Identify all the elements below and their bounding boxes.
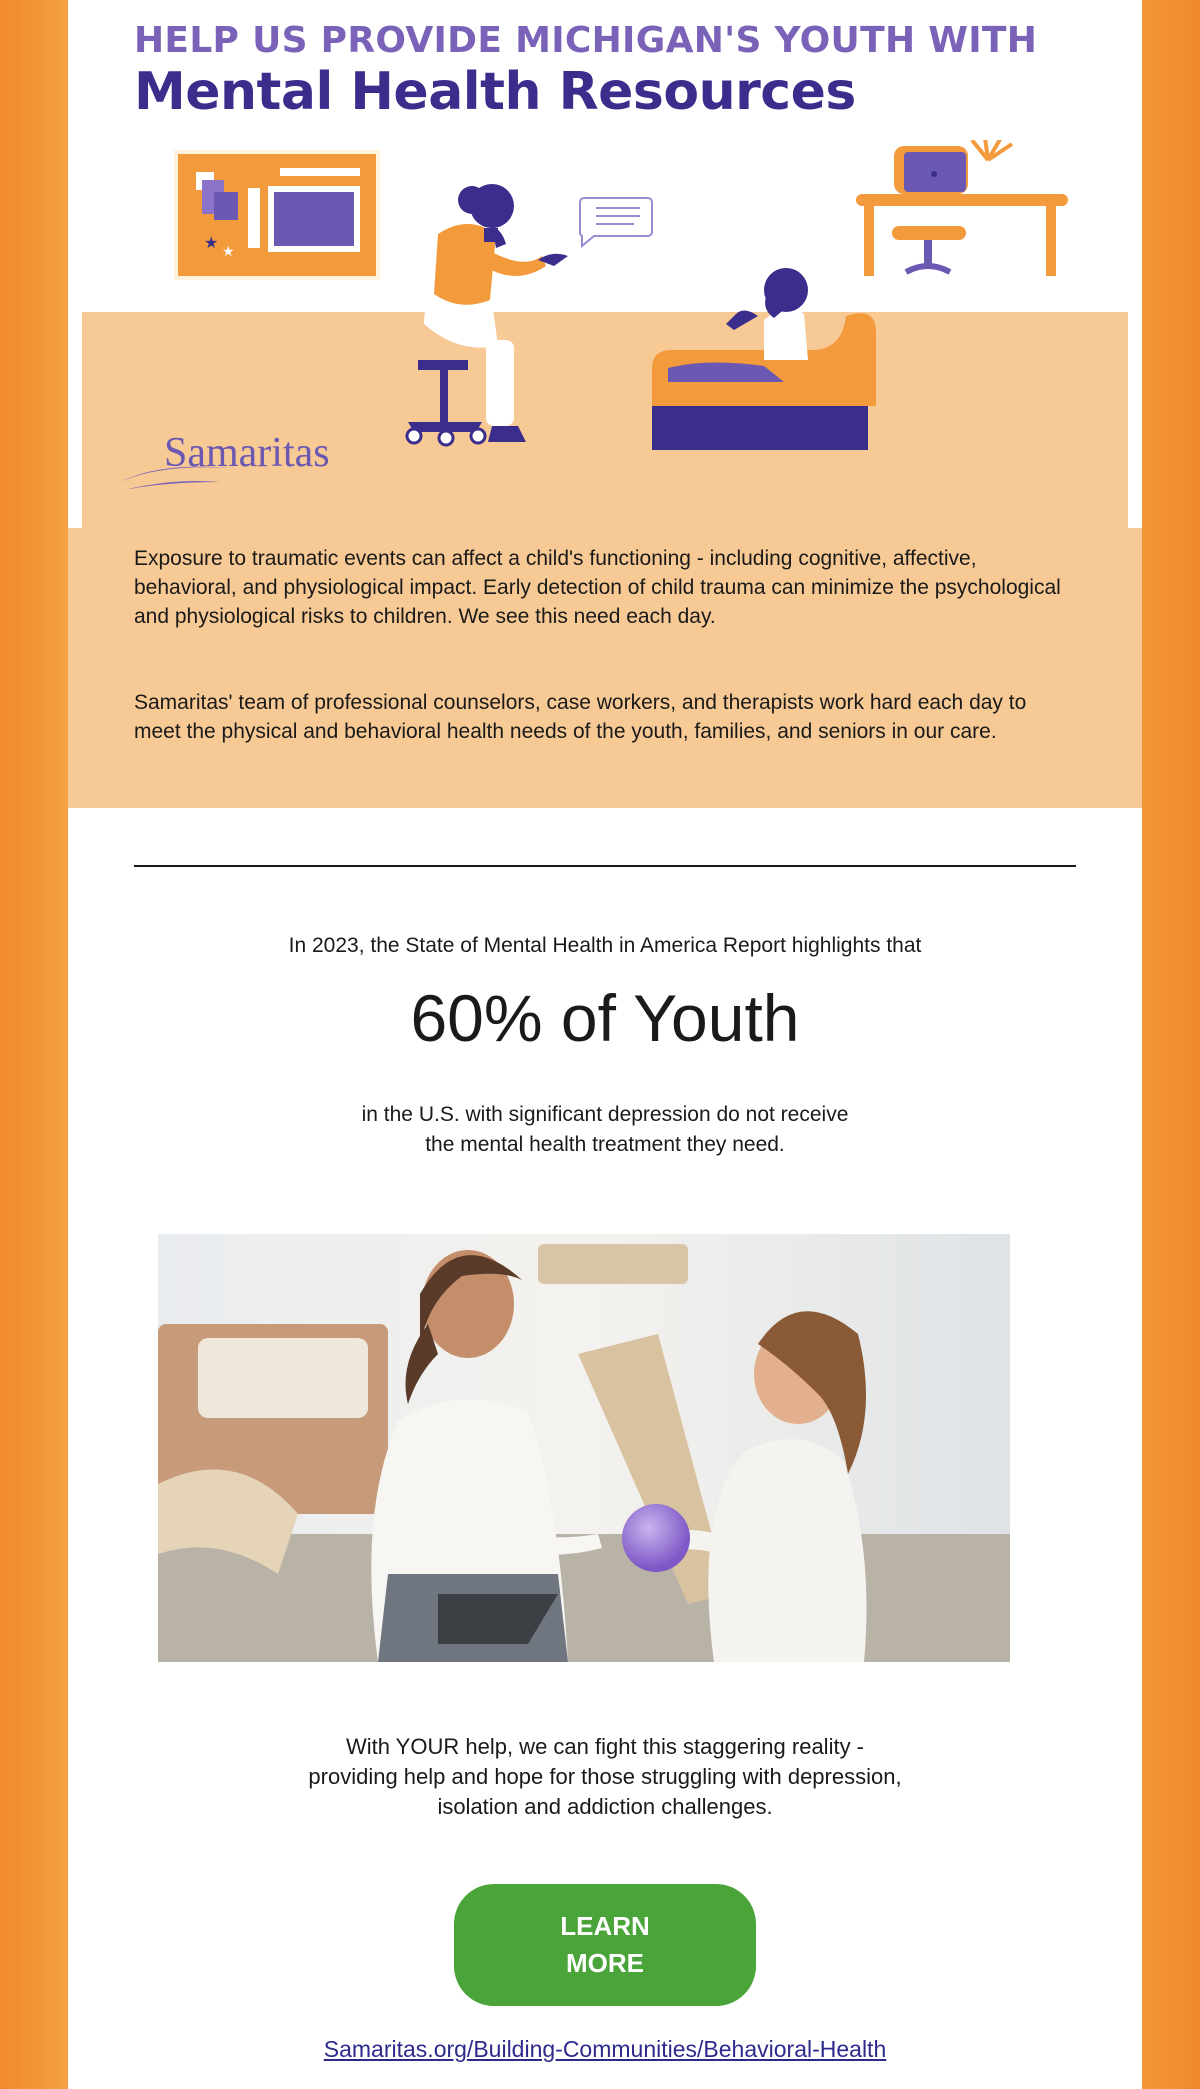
logo-wordmark: Samaritas	[164, 430, 330, 476]
bulletin-board-icon	[174, 150, 380, 280]
svg-text:★: ★	[222, 244, 235, 260]
cta-line-2: providing help and hope for those struggling with depression,	[308, 1764, 902, 1789]
headline-kicker: HELP US PROVIDE MICHIGAN'S YOUTH WITH	[134, 20, 1038, 61]
floor-band	[82, 312, 1128, 540]
cta-message	[68, 1732, 1142, 1822]
flyer-page	[68, 0, 1142, 2089]
cta-line-1: With YOUR help, we can fight this staggering reality -	[345, 1734, 865, 1759]
counseling-photo	[158, 1234, 1010, 1662]
learn-more-label-line-2: MORE	[566, 1948, 644, 1978]
behavioral-health-link[interactable]: Samaritas.org/Building-Communities/Behavioral-Health	[323, 2036, 887, 2062]
svg-text:★: ★	[204, 233, 219, 252]
stat-subtext	[68, 1100, 1142, 1160]
intro-paragraph-2: Samaritas' team of professional counselors, case workers, and therapists work hard each day to meet the physical and behavioral health needs of the youth, families, and seniors in our care.	[134, 691, 1027, 743]
learn-more-button[interactable]	[454, 1884, 756, 2006]
stat-figure: 60% of Youth	[410, 981, 800, 1055]
desk-with-laptop	[856, 140, 1068, 276]
counseling-illustration	[68, 140, 1142, 540]
headline-title: Mental Health Resources	[134, 62, 856, 122]
learn-more-label-line-1: LEARN	[560, 1911, 650, 1941]
speech-bubble-icon	[580, 198, 652, 246]
stat-sub-line-2: the mental health treatment they need.	[425, 1133, 785, 1156]
stat-sub-line-1: in the U.S. with significant depression do not receive	[361, 1103, 849, 1126]
stat-lead-text: In 2023, the State of Mental Health in America Report highlights that	[288, 934, 922, 957]
cta-line-3: isolation and addiction challenges.	[437, 1794, 773, 1819]
intro-paragraph-1: Exposure to traumatic events can affect a child's functioning - including cognitive, affective, behavioral, and physiological impact. Early detection of child trauma can minimize the psychological and physiological risks to children. We see this need each day.	[134, 547, 1061, 628]
sensory-ball-icon	[622, 1504, 690, 1572]
divider-rule	[134, 865, 1076, 867]
child-on-chair	[652, 268, 876, 450]
intro-panel	[68, 528, 1142, 808]
